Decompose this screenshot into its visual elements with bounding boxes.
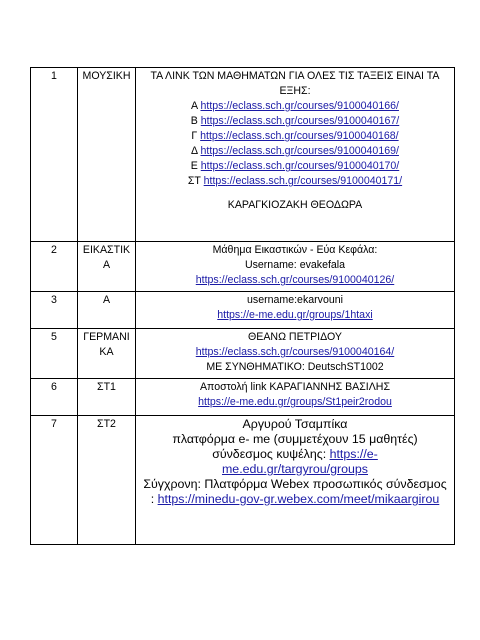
course-link[interactable]: https://eclass.sch.gr/courses/9100040169/: [200, 145, 399, 157]
password-text: ΜΕ ΣΥΝΘΗΜΑΤΙΚΟ: DeutschST1002: [206, 361, 384, 373]
course-link[interactable]: https://eclass.sch.gr/courses/9100040168/: [200, 130, 399, 142]
webex-text: Σύγχρονη: Πλατφόρμα Webex προσωπικός σύνδεσμος: [143, 477, 447, 491]
class-link-line: [139, 99, 451, 114]
username-text: Username: evakefala: [244, 259, 346, 271]
sender-text: Αποστολή link ΚΑΡΑΓΙΑΝΝΗΣ ΒΑΣΙΛΗΣ: [199, 381, 390, 393]
subject-cell: Α: [78, 292, 136, 329]
platform-text: πλατφόρμα e- me (συμμετέχουν 15 μαθητές): [172, 432, 418, 446]
group-link[interactable]: https://e-me.edu.gr/groups/St1peir2rodou: [198, 396, 392, 408]
course-text: Μάθημα Εικαστικών - Εύα Κεφάλα:: [212, 244, 378, 256]
class-label: Δ: [191, 145, 201, 157]
link-label: :: [150, 492, 158, 506]
class-link-line: [139, 114, 451, 129]
class-label: Β: [190, 115, 201, 127]
class-label: Γ: [191, 130, 201, 142]
subject-cell: ΓΕΡΜΑΝΙΚΑ: [78, 329, 136, 379]
class-link-line: [139, 159, 451, 174]
course-link[interactable]: https://eclass.sch.gr/courses/9100040170/: [200, 160, 400, 172]
username-text: username:ekarvouni: [247, 294, 343, 306]
subject-cell: ΣΤ2: [78, 416, 136, 545]
emee-link[interactable]: me.edu.gr/targyrou/groups: [221, 462, 368, 476]
link-line: [139, 345, 451, 360]
table-row: [31, 242, 455, 292]
link-line: [139, 273, 451, 288]
class-label: Ε: [190, 160, 201, 172]
table-row: [31, 329, 455, 379]
description-cell: [136, 329, 455, 379]
course-link[interactable]: https://eclass.sch.gr/courses/9100040171/: [203, 175, 403, 187]
row-number: 7: [31, 416, 78, 545]
description-cell: [136, 416, 455, 545]
link-line: [139, 395, 451, 410]
class-link-line: [139, 174, 451, 189]
table-row: [31, 416, 455, 545]
row-number: 6: [31, 379, 78, 416]
description-cell: [136, 379, 455, 416]
class-label: ΣΤ: [187, 175, 204, 187]
row-number: 2: [31, 242, 78, 292]
subject-cell: ΣΤ1: [78, 379, 136, 416]
description-cell: [136, 292, 455, 329]
course-link[interactable]: https://eclass.sch.gr/courses/9100040166/: [200, 100, 399, 112]
description-cell: [136, 242, 455, 292]
course-links-table: [30, 67, 455, 545]
group-link[interactable]: https://e-me.edu.gr/groups/1htaxi: [217, 309, 373, 321]
link-line: [139, 462, 451, 477]
table-row: [31, 379, 455, 416]
webex-link[interactable]: https://minedu-gov-gr.webex.com/meet/mikaargirou: [157, 492, 440, 506]
row-number: 1: [31, 68, 78, 242]
row-number: 5: [31, 329, 78, 379]
spacer: [139, 189, 451, 198]
subject-cell: ΜΟΥΣΙΚΗ: [78, 68, 136, 242]
row-number: 3: [31, 292, 78, 329]
description-cell: [136, 68, 455, 242]
teacher-name: ΚΑΡΑΓΚΙΟΖΑΚΗ ΘΕΟΔΩΡΑ: [227, 199, 363, 211]
class-link-line: [139, 129, 451, 144]
title-text: ΕΞΗΣ:: [279, 85, 311, 97]
teacher-name: Αργυρού Τσαμπίκα: [242, 417, 348, 431]
link-line: [139, 447, 451, 462]
course-link[interactable]: https://eclass.sch.gr/courses/9100040167/: [200, 115, 400, 127]
link-label: σύνδεσμος κυψέλης:: [212, 447, 330, 461]
table-row: [31, 292, 455, 329]
class-link-line: [139, 144, 451, 159]
class-label: Α: [191, 100, 201, 112]
subject-cell: ΕΙΚΑΣΤΙΚΑ: [78, 242, 136, 292]
link-line: [139, 492, 451, 507]
link-line: [139, 308, 451, 323]
emee-link[interactable]: https://e-: [329, 447, 378, 461]
teacher-name: ΘΕΑΝΩ ΠΕΤΡΙΔΟΥ: [248, 331, 342, 343]
course-link[interactable]: https://eclass.sch.gr/courses/9100040126/: [195, 274, 395, 286]
title-text: ΤΑ ΛΙΝΚ ΤΩΝ ΜΑΘΗΜΑΤΩΝ ΓΙΑ ΟΛΕΣ ΤΙΣ ΤΑΞΕΙΣ ΕΙΝΑΙ ΤΑ: [150, 70, 440, 82]
course-link[interactable]: https://eclass.sch.gr/courses/9100040164/: [195, 346, 395, 358]
table-row: [31, 68, 455, 242]
